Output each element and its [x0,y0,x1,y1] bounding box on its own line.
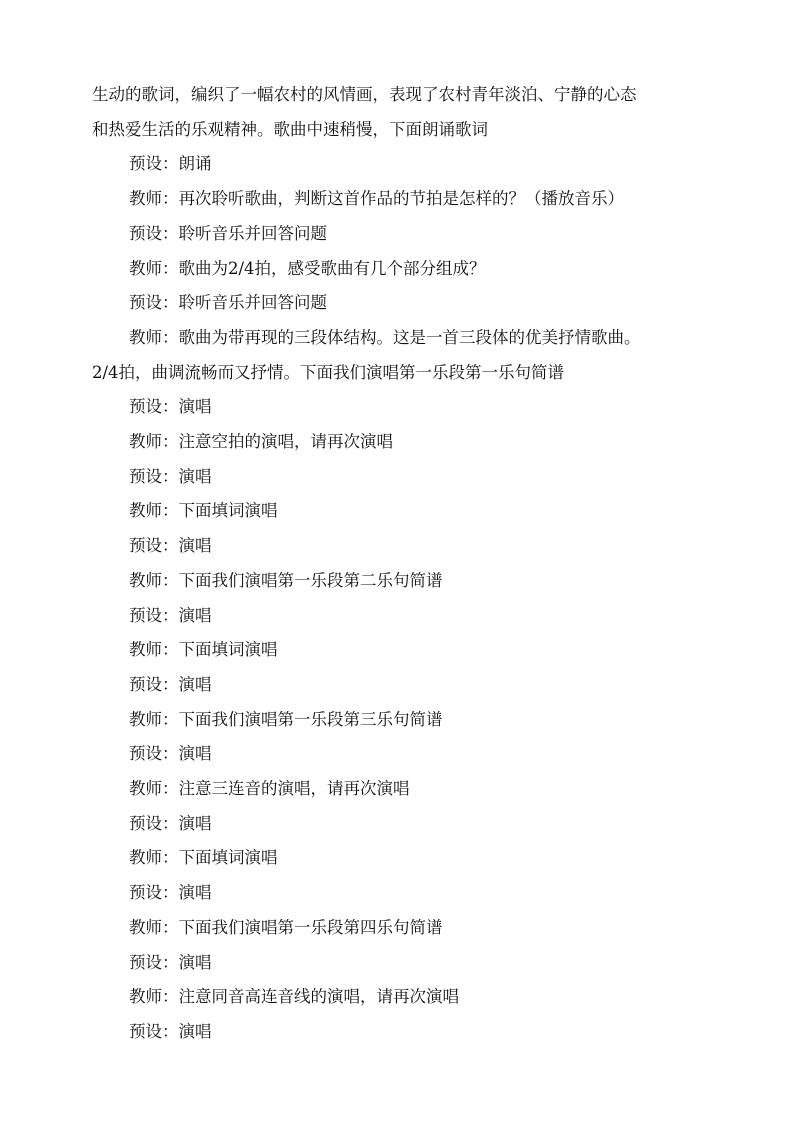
teacher-line-structure-2: 2/4拍，曲调流畅而又抒情。下面我们演唱第一乐段第一乐句简谱 [92,362,565,382]
teacher-line: 教师：下面填词演唱 [129,501,278,521]
preset-line: 预设：演唱 [129,674,212,694]
preset-line: 预设：演唱 [129,397,212,417]
preset-line: 预设：演唱 [129,605,212,625]
paragraph-intro-line-2: 和热爱生活的乐观精神。歌曲中速稍慢，下面朗诵歌词 [92,119,488,139]
preset-line: 预设：朗诵 [129,154,212,174]
teacher-line: 教师：再次聆听歌曲，判断这首作品的节拍是怎样的？（播放音乐） [129,189,624,209]
document-body [92,78,722,1050]
preset-line: 预设：聆听音乐并回答问题 [129,293,327,313]
preset-line: 预设：演唱 [129,813,212,833]
preset-line: 预设：演唱 [129,466,212,486]
preset-line: 预设：演唱 [129,536,212,556]
preset-line: 预设：演唱 [129,883,212,903]
teacher-line: 教师：注意空拍的演唱，请再次演唱 [129,432,393,452]
preset-line: 预设：演唱 [129,952,212,972]
teacher-line: 教师：下面我们演唱第一乐段第二乐句简谱 [129,570,443,590]
teacher-line: 教师：注意三连音的演唱，请再次演唱 [129,779,410,799]
preset-line: 预设：演唱 [129,1021,212,1041]
teacher-line: 教师：下面填词演唱 [129,640,278,660]
teacher-line: 教师：歌曲为2/4拍，感受歌曲有几个部分组成？ [129,258,486,278]
paragraph-intro-line-1: 生动的歌词，编织了一幅农村的风情画，表现了农村青年淡泊、宁静的心态 [92,85,637,104]
teacher-line: 教师：下面填词演唱 [129,848,278,868]
teacher-line: 教师：下面我们演唱第一乐段第四乐句简谱 [129,917,443,937]
teacher-line: 教师：注意同音高连音线的演唱，请再次演唱 [129,987,459,1007]
teacher-line-structure-1: 教师：歌曲为带再现的三段体结构。这是一首三段体的优美抒情歌曲。 [129,327,641,347]
preset-line: 预设：演唱 [129,744,212,764]
teacher-line: 教师：下面我们演唱第一乐段第三乐句简谱 [129,709,443,729]
preset-line: 预设：聆听音乐并回答问题 [129,223,327,243]
